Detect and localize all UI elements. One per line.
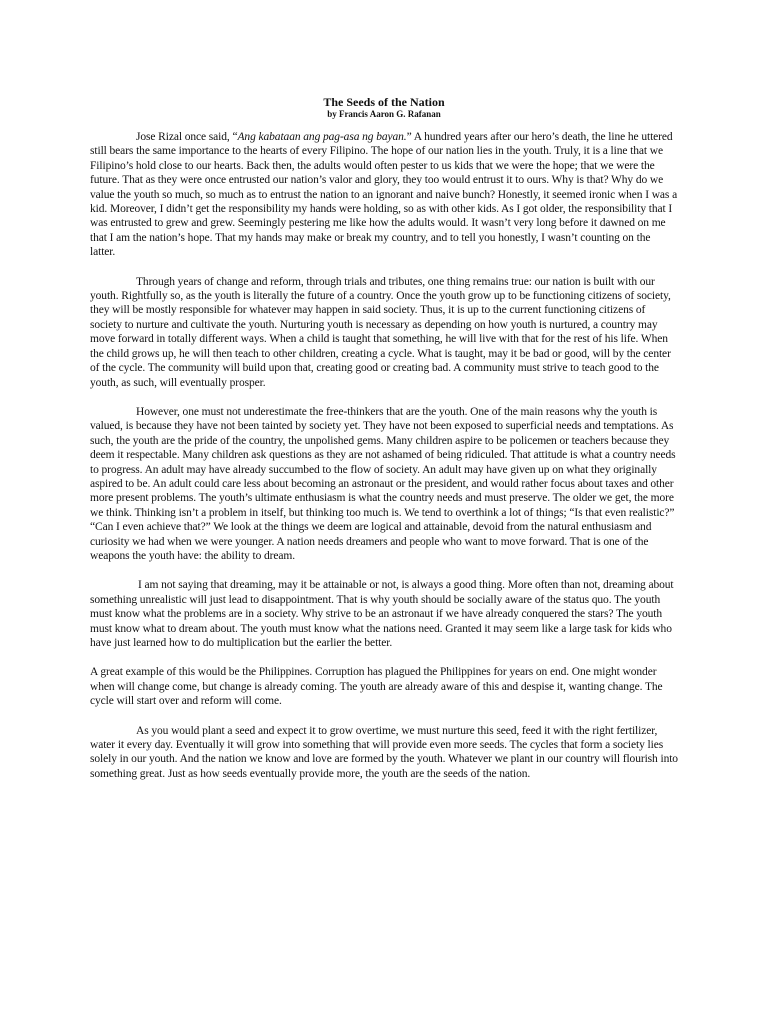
paragraph-4: I am not saying that dreaming, may it be attainable or not, is always a good thing. More often than not, dreaming about something unrealistic will just lead to disappointment. That is why youth should be socially aware of the status quo. The youth must know what the problems are in a society. Why strive to be an astronaut if we have already conquered the stars? The youth must know what to dream about. The youth must know what the nations need. Granted it may seem like a large task for kids who have just learned how to do multiplication but the earlier the better. (90, 579, 674, 649)
document-title: The Seeds of the Nation (323, 95, 445, 109)
paragraph-3: However, one must not underestimate the free-thinkers that are the youth. One of the main reasons why the youth is valued, is because they have not been tainted by society yet. They have not been exposed to superficial needs and temptations. As such, the youth are the pride of the country, the unpolished gems. Many children aspire to be policemen or teachers because they deem it respectable. Many children ask questions as they are not ashamed of being ridiculed. That attitude is what a country needs to progress. An adult may have already succumbed to the flow of society. An adult may have given up on what they originally aspired to be. An adult could care less about becoming an astronaut or the president, and would rather focus about taxes and other more present problems. The youth’s ultimate enthusiasm is what the country needs and must preserve. The older we get, the more we think. Thinking isn’t a problem in itself, but thinking too much is. We tend to overthink a lot of things; “Is that even realistic?” “Can I even achieve that?” We look at the things we deem are logical and attainable, devoid from the natural enthusiasm and curiosity we had when we were younger. A nation needs dreamers and people who want to move forward. That is one of the weapons the youth have: the ability to dream. (90, 405, 676, 562)
paragraph-5: A great example of this would be the Philippines. Corruption has plagued the Philippines for years on end. One might wonder when will change come, but change is already coming. The youth are already aware of this and despise it, wanting change. The cycle will start over and reform will come. (90, 666, 663, 708)
paragraph-2: Through years of change and reform, through trials and tributes, one thing remains true: our nation is built with our youth. Rightfully so, as the youth is literally the future of a country. Once the youth grow up to be functioning citizens of society, they will be mostly responsible for whatever may happen in said society. Thus, it is up to the current functioning citizens of society to nurture and cultivate the youth. Nurturing youth is necessary as depending on how youth is nurtured, a country may move forward in totally different ways. When a child is taught that something, he will live with that for the rest of his life. When the child grows up, he will then teach to other children, creating a cycle. What is taught, may it be bad or good, will by the center of the cycle. The community will build upon that, creating good or creating bad. A community must strive to teach good to the youth, as such, will eventually prosper. (90, 275, 671, 389)
paragraph-6: As you would plant a seed and expect it to grow overtime, we must nurture this seed, feed it with the right fertilizer, water it every day. Eventually it will grow into something that will provide even more seeds. The cycles that form a society lies solely in our youth. And the nation we know and love are formed by the youth. Whatever we plant in our country will flourish into something great. Just as how seeds eventually provide more, the youth are the seeds of the nation. (90, 724, 678, 780)
document-page (90, 95, 678, 796)
paragraph-1-body: ” A hundred years after our hero’s death, the line he uttered still bears the same importance to the hearts of every Filipino. The hope of our nation lies in the youth. Truly, it is a line that we Filipino’s hold close to our hearts. Back then, the adults would often pester to us kids that we were the hope; that we were the future. That as they were once entrusted our nation’s valor and glory, they too would entrust it to ours. Why is that? Why do we value the youth so much, so much as to entrust the nation to an ignorant and naive bunch? Honestly, it seemed ironic when I was a kid. Moreover, I didn’t get the responsibility my hands were holding, so as with other kids. As I got older, the responsibility that I was entrusted to grew and grew. Seemingly pestering me like how the adults would. It wasn’t very long before it dawned on me that I am the nation’s hope. That my hands may make or break my country, and to tell you honestly, I wasn’t counting on the latter. (90, 131, 678, 259)
paragraph-1 (90, 130, 678, 260)
document-byline: by Francis Aaron G. Rafanan (327, 109, 441, 119)
rizal-quote: Ang kabataan ang pag-asa ng bayan. (237, 131, 407, 143)
paragraph-1-intro: Jose Rizal once said, “ (136, 131, 238, 143)
